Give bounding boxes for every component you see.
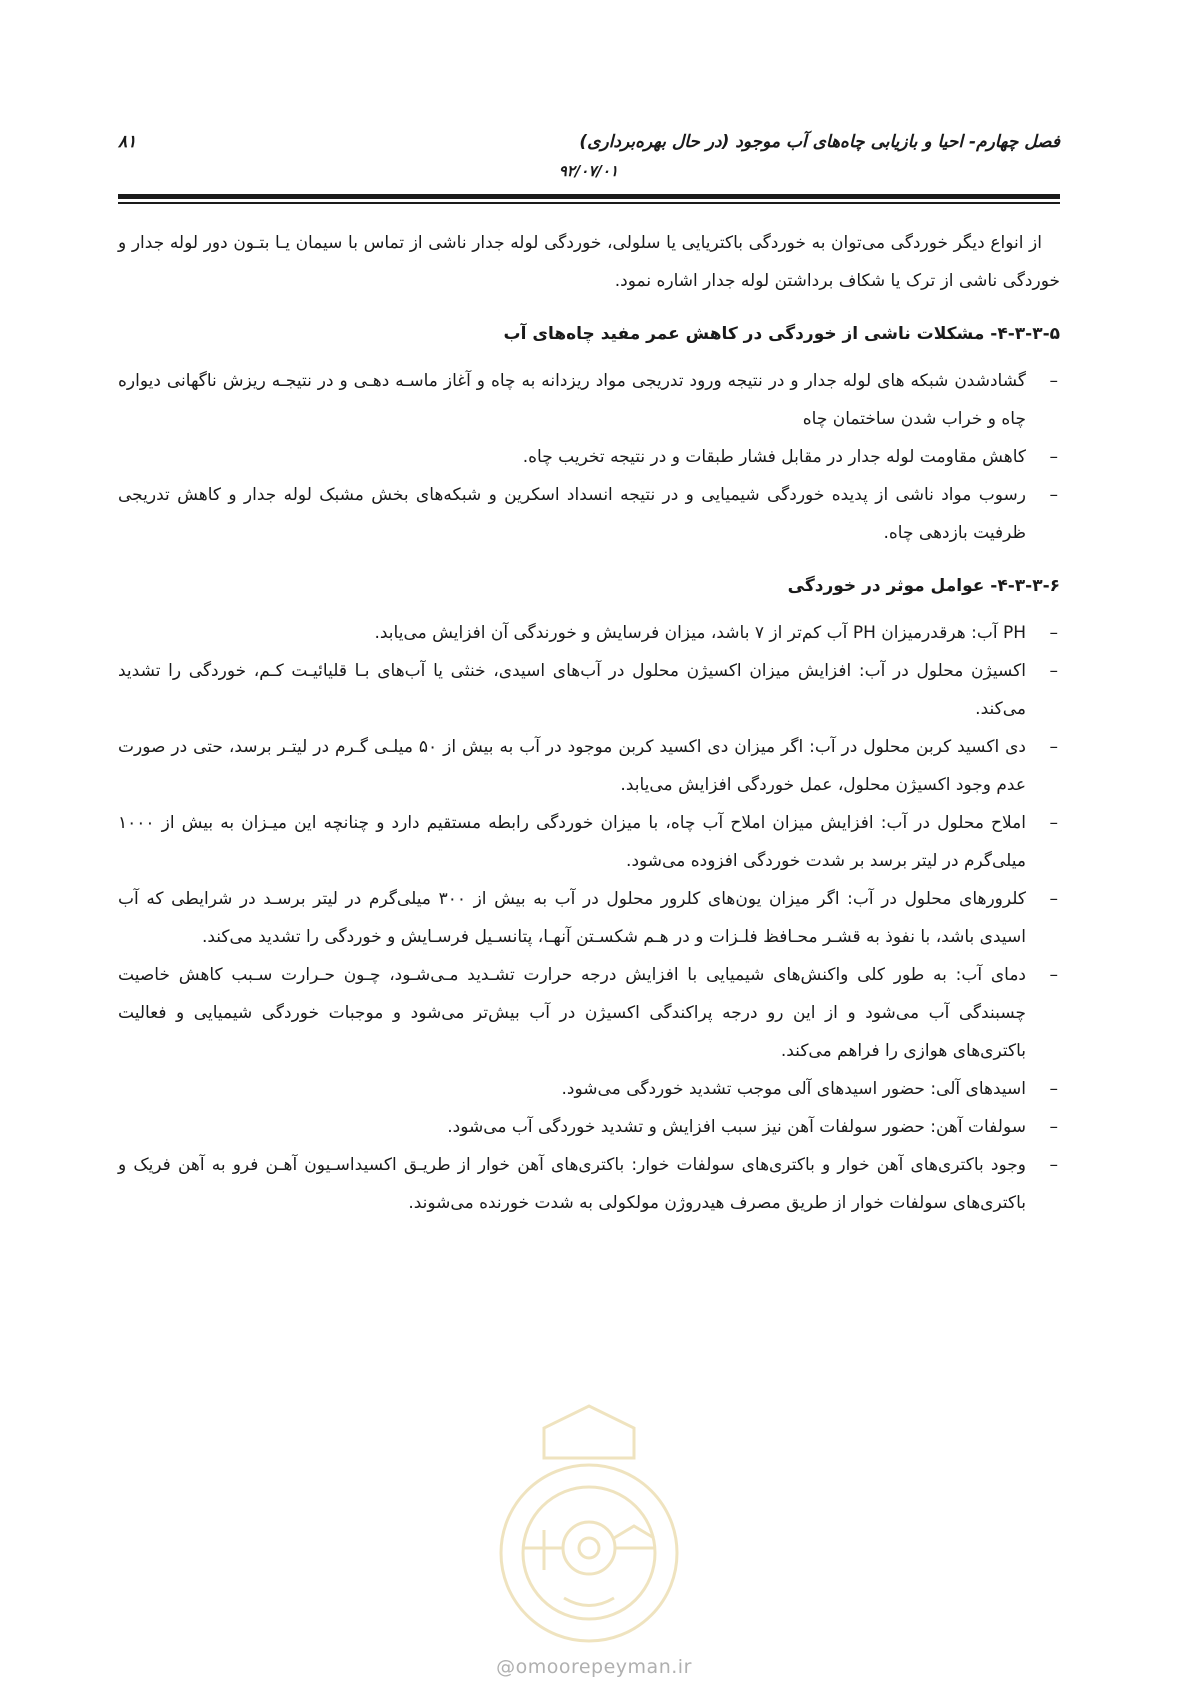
list-item-text: سولفات آهن: حضور سولفات آهن نیز سبب افزایش و تشدید خوردگی آب می‌شود. — [447, 1117, 1026, 1137]
list-item-text: اکسیژن محلول در آب: افزایش میزان اکسیژن محلول در آب‌های اسیدی، خنثی یا آب‌های بـا قلیائیـت کـم، خوردگی را تشدید می‌کند. — [118, 661, 1026, 719]
list-item-text: املاح محلول در آب: افزایش میزان املاح آب چاه، با میزان خوردگی رابطه مستقیم دارد و چنانچه این میـزان به بیش از ۱۰۰۰ میلی‌گرم در لیتر برسد بر شدت خوردگی افزوده می‌شود. — [118, 813, 1026, 871]
header-date: ۹۲/۰۷/۰۱ — [558, 162, 618, 180]
list-item-text: کاهش مقاومت لوله جدار در مقابل فشار طبقات و در نتیجه تخریب چاه. — [522, 447, 1026, 467]
bullet-dash: – — [1049, 889, 1058, 909]
list-item — [118, 880, 1060, 956]
bullet-dash: – — [1049, 447, 1058, 467]
bullet-dash: – — [1049, 1155, 1058, 1175]
watermark-seal-icon — [484, 1398, 694, 1648]
bullet-dash: – — [1049, 1079, 1058, 1099]
list-item-text: رسوب مواد ناشی از پدیده خوردگی شیمیایی و در نتیجه انسداد اسکرین و شبکه‌های بخش مشبک لوله جدار و کاهش تدریجی ظرفیت بازدهی چاه. — [118, 485, 1026, 543]
section-heading-6: ۴-۳-۳-۶- عوامل موثر در خوردگی — [787, 576, 1060, 596]
list-item-text: PH آب: هرقدرمیزان PH آب کم‌تر از ۷ باشد، میزان فرسایش و خورندگی آن افزایش می‌یابد. — [374, 623, 1026, 643]
list-item — [118, 652, 1060, 728]
page-number: ۸۱ — [118, 132, 137, 152]
chapter-title: فصل چهارم- احیا و بازیابی چاه‌های آب موجود (در حال بهره‌برداری) — [579, 132, 1060, 152]
bullet-dash: – — [1049, 623, 1058, 643]
list-item-text: اسیدهای آلی: حضور اسیدهای آلی موجب تشدید خوردگی می‌شود. — [561, 1079, 1026, 1099]
list-item — [118, 362, 1060, 438]
list-item — [118, 476, 1060, 552]
section-5-list — [118, 362, 1060, 552]
list-item — [118, 1146, 1060, 1222]
header-rule-thin — [118, 202, 1060, 204]
bullet-dash: – — [1049, 1117, 1058, 1137]
list-item — [118, 728, 1060, 804]
bullet-dash: – — [1049, 485, 1058, 505]
list-item-text: دی اکسید کربن محلول در آب: اگر میزان دی اکسید کربن موجود در آب به بیش از ۵۰ میلـی گـرم در لیتـر برسد، حتی در صورت عدم وجود اکسیژن محلول، عمل خوردگی افزایش می‌یابد. — [118, 737, 1026, 795]
list-item-text: دمای آب: به طور کلی واکنش‌های شیمیایی با افزایش درجه حرارت تشـدید مـی‌شـود، چـون حـرارت سـبب کاهش خاصیت چسبندگی آب می‌شود و از این رو درجه پراکندگی اکسیژن در آب بیش‌تر می‌شود و موجبات خوردگی شیمیایی و فعالیت باکتری‌های هوازی را فراهم می‌کند. — [118, 965, 1026, 1061]
list-item — [118, 1070, 1060, 1108]
list-item — [118, 614, 1060, 652]
list-item — [118, 1108, 1060, 1146]
list-item-text: گشادشدن شبکه های لوله جدار و در نتیجه ورود تدریجی مواد ریزدانه به چاه و آغاز ماسـه دهـی و در نتیجـه ریزش ناگهانی دیواره چاه و خراب شدن ساختمان چاه — [118, 371, 1026, 429]
list-item-text: وجود باکتری‌های آهن خوار و باکتری‌های سولفات خوار: باکتری‌های آهن خوار از طریـق اکسیداسـیون آهـن فرو به آهن فریک و باکتری‌های سولفات خوار از طریق مصرف هیدروژن مولکولی به شدت خورنده می‌شوند. — [118, 1155, 1026, 1213]
list-item — [118, 438, 1060, 476]
list-item — [118, 804, 1060, 880]
intro-paragraph: از انواع دیگر خوردگی می‌توان به خوردگی باکتریایی یا سلولی، خوردگی لوله جدار ناشی از تماس با سیمان یـا بتـون دور لوله جدار و خوردگی ناشی از ترک یا شکاف برداشتن لوله جدار اشاره نمود. — [118, 233, 1060, 291]
page-body — [118, 224, 1060, 1236]
bullet-dash: – — [1049, 737, 1058, 757]
list-item — [118, 956, 1060, 1070]
header-rule-thick — [118, 194, 1060, 199]
section-6-list — [118, 614, 1060, 1222]
section-heading-5: ۴-۳-۳-۵- مشکلات ناشی از خوردگی در کاهش عمر مفید چاه‌های آب — [503, 324, 1060, 344]
bullet-dash: – — [1049, 371, 1058, 391]
list-item-text: کلرورهای محلول در آب: اگر میزان یون‌های کلرور محلول در آب به بیش از ۳۰۰ میلی‌گرم در لیتر برسـد در شرایطی که آب اسیدی باشد، با نفوذ به قشـر محـافظ فلـزات و در هـم شکسـتن آنهـا، پتانسـیل فرسـایش و خوردگی را تشدید می‌کند. — [118, 889, 1026, 947]
watermark-text: @omoorepeyman.ir — [496, 1656, 692, 1678]
bullet-dash: – — [1049, 661, 1058, 681]
bullet-dash: – — [1049, 965, 1058, 985]
bullet-dash: – — [1049, 813, 1058, 833]
